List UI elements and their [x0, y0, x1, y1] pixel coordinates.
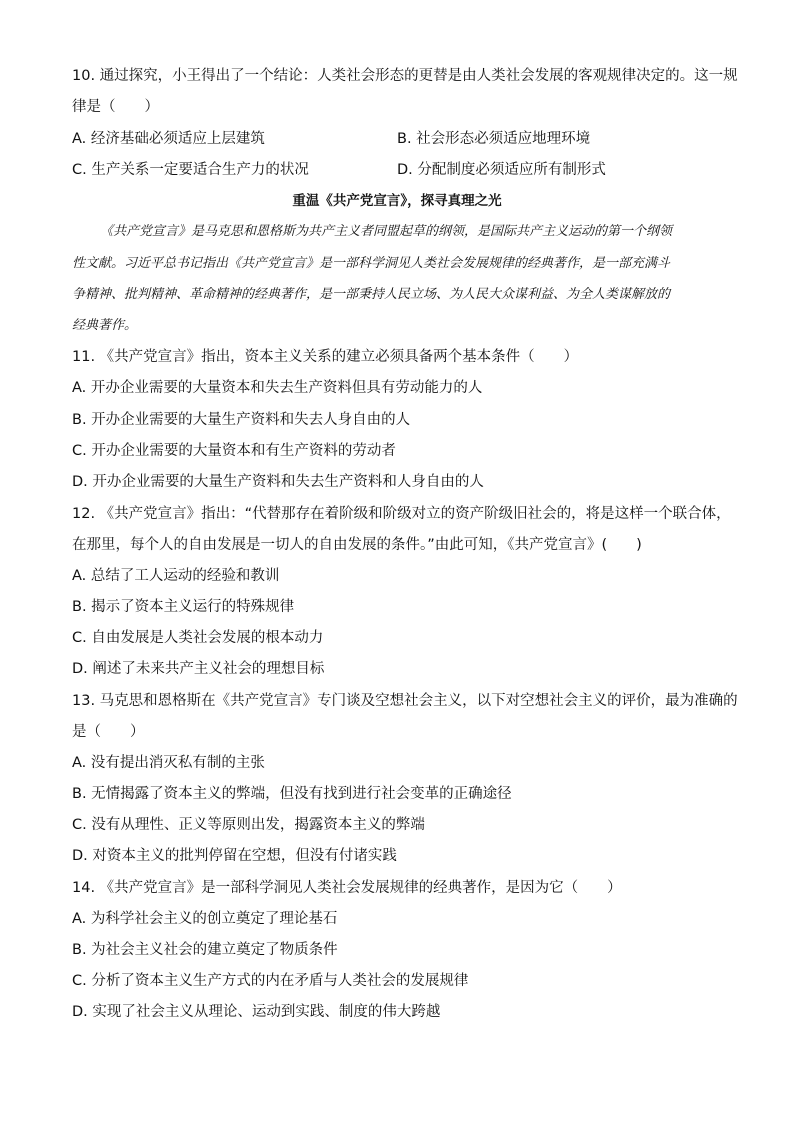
q13-option-d: D. 对资本主义的批判停留在空想，但没有付诸实践 [72, 848, 397, 864]
q12-stem-line1: 12. 《共产党宣言》指出：“代替那存在着阶级和阶级对立的资产阶级旧社会的，将是这样一个联合体， [72, 506, 731, 522]
q13-option-b: B. 无情揭露了资本主义的弊端，但没有找到进行社会变革的正确途径 [72, 786, 512, 802]
passage-line-1: 《共产党宣言》是马克思和恩格斯为共产主义者同盟起草的纲领，是国际共产主义运动的第一个纲领 [100, 224, 673, 239]
q14-option-a: A. 为科学社会主义的创立奠定了理论基石 [72, 911, 338, 927]
q10-option-b: B. 社会形态必须适应地理环境 [397, 131, 591, 147]
passage-line-2: 性文献。习近平总书记指出《共产党宣言》是一部科学洞见人类社会发展规律的经典著作，是一部充满斗 [72, 256, 671, 271]
q12-option-d: D. 阐述了未来共产主义社会的理想目标 [72, 661, 325, 677]
q10-option-d: D. 分配制度必须适应所有制形式 [397, 162, 606, 178]
q14-option-c: C. 分析了资本主义生产方式的内在矛盾与人类社会的发展规律 [72, 973, 469, 989]
q14-stem: 14. 《共产党宣言》是一部科学洞见人类社会发展规律的经典著作，是因为它（ ） [72, 880, 622, 896]
q14-option-d: D. 实现了社会主义从理论、运动到实践、制度的伟大跨越 [72, 1004, 441, 1020]
section-title: 重温《共产党宣言》，探寻真理之光 [292, 193, 502, 209]
q13-option-a: A. 没有提出消灭私有制的主张 [72, 755, 265, 771]
q11-option-d: D. 开办企业需要的大量生产资料和失去生产资料和人身自由的人 [72, 474, 484, 490]
q11-option-c: C. 开办企业需要的大量资本和有生产资料的劳动者 [72, 443, 396, 459]
q10-option-a: A. 经济基础必须适应上层建筑 [72, 131, 265, 147]
q11-option-a: A. 开办企业需要的大量资本和失去生产资料但具有劳动能力的人 [72, 380, 483, 396]
q11-stem: 11. 《共产党宣言》指出，资本主义关系的建立必须具备两个基本条件（ ） [72, 349, 579, 365]
q10-stem-line2: 律是（ ） [72, 99, 159, 115]
q10-stem-line1: 10. 通过探究，小王得出了一个结论：人类社会形态的更替是由人类社会发展的客观规律决定的。这一规 [72, 68, 738, 84]
q13-option-c: C. 没有从理性、正义等原则出发，揭露资本主义的弊端 [72, 817, 425, 833]
passage-line-4: 经典著作。 [72, 318, 138, 333]
q10-option-c: C. 生产关系一定要适合生产力的状况 [72, 162, 309, 178]
q14-option-b: B. 为社会主义社会的建立奠定了物质条件 [72, 942, 338, 958]
q13-stem-line1: 13. 马克思和恩格斯在《共产党宣言》专门谈及空想社会主义，以下对空想社会主义的评价，最为准确的 [72, 693, 738, 709]
q12-option-a: A. 总结了工人运动的经验和教训 [72, 568, 280, 584]
q12-stem-line2: 在那里，每个人的自由发展是一切人的自由发展的条件。”由此可知，《共产党宣言》( ) [72, 537, 642, 553]
passage-line-3: 争精神、批判精神、革命精神的经典著作，是一部秉持人民立场、为人民大众谋利益、为全人类谋解放的 [72, 287, 671, 302]
q12-option-b: B. 揭示了资本主义运行的特殊规律 [72, 599, 295, 615]
q13-stem-line2: 是（ ） [72, 724, 145, 740]
q11-option-b: B. 开办企业需要的大量生产资料和失去人身自由的人 [72, 412, 411, 428]
q12-option-c: C. 自由发展是人类社会发展的根本动力 [72, 630, 324, 646]
